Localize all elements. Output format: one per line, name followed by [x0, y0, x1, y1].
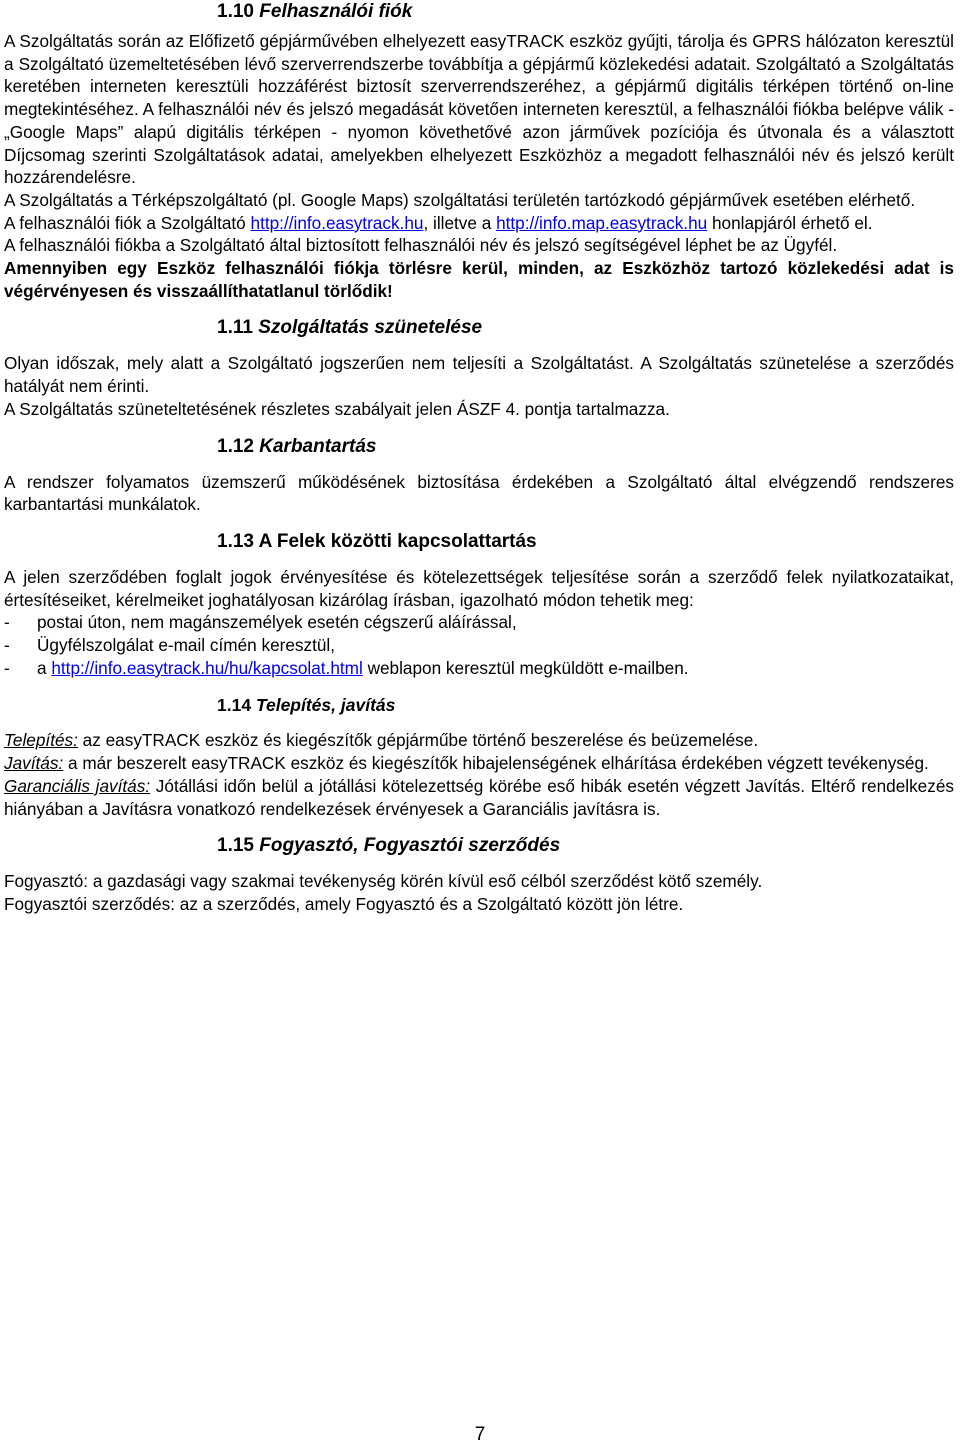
definition-text: Jótállási időn belül a jótállási kötelezettség körébe eső hibák esetén végzett Javítás. Eltérő rendelkezés hiányában a Javításra vonatkozó rendelkezések érvényesek a Garanciális javításra is.	[4, 775, 954, 819]
document-page	[4, 0, 954, 916]
paragraph: A jelen szerződében foglalt jogok érvényesítése és kötelezettségek teljesítése során a szerződő felek nyilatkozataikat, értesítéseiket, kérelmeiket joghatályosan kizárólag írásban, igazolható módon tehetik meg:	[4, 566, 954, 610]
paragraph-with-links	[4, 212, 954, 235]
paragraph: Olyan időszak, mely alatt a Szolgáltató jogszerűen nem teljesíti a Szolgáltatást. A Szolgáltatás szünetelése a szerződés hatályát nem érinti.	[4, 353, 954, 397]
paragraph: A Szolgáltatás szüneteltetésének részletes szabályait jelen ÁSZF 4. pontja tartalmazza.	[4, 398, 670, 419]
section-title: Szolgáltatás szünetelése	[258, 317, 483, 339]
definition-text: a már beszerelt easyTRACK eszköz és kiegészítők hibajelenségének elhárítása érdekében végzett tevékenység.	[63, 753, 929, 774]
text-run: , illetve a	[423, 212, 497, 233]
text-run: honlapjáról érhető el.	[707, 212, 873, 233]
section-number: 1.14	[217, 695, 252, 716]
paragraph: A felhasználói fiókba a Szolgáltató által biztosított felhasználói név és jelszó segítségével léphet be az Ügyfél.	[4, 235, 838, 256]
section-number: 1.15	[217, 835, 254, 857]
section-number: 1.12	[217, 435, 254, 457]
list-item	[4, 634, 954, 657]
list-item	[4, 611, 954, 634]
section-title: Telepítés, javítás	[255, 695, 396, 716]
list-item-text: Ügyfélszolgálat e-mail címén keresztül,	[37, 635, 336, 656]
paragraph: Fogyasztói szerződés: az a szerződés, amely Fogyasztó és a Szolgáltató között jön létre.	[4, 893, 684, 914]
definition-paragraph	[4, 729, 954, 752]
definition-text: az easyTRACK eszköz és kiegészítők gépjárműbe történő beszerelése és beüzemelése.	[77, 730, 759, 751]
definition-term: Javítás:	[4, 753, 64, 774]
section-heading-1-15	[4, 834, 954, 858]
section-title: Felhasználói fiók	[259, 1, 413, 22]
contact-page-link[interactable]: http://info.easytrack.hu/hu/kapcsolat.html	[51, 657, 363, 678]
section-number: 1.13	[217, 530, 254, 552]
paragraph: A rendszer folyamatos üzemszerű működésének biztosítása érdekében a Szolgáltató által elvégzendő rendszeres karbantartási munkálatok.	[4, 471, 954, 515]
info-easytrack-link[interactable]: http://info.easytrack.hu	[250, 212, 424, 233]
definition-term: Garanciális javítás:	[4, 775, 151, 796]
info-map-easytrack-link[interactable]: http://info.map.easytrack.hu	[496, 212, 708, 233]
page-number: 7	[474, 1424, 486, 1445]
definition-paragraph	[4, 752, 954, 775]
section-title: Karbantartás	[259, 435, 377, 457]
list-dash: -	[4, 612, 10, 633]
section-heading-1-12	[4, 435, 954, 459]
section-title: A Felek közötti kapcsolattartás	[258, 530, 537, 552]
list-dash: -	[4, 657, 10, 678]
section-heading-1-14	[4, 693, 954, 717]
section-number: 1.11	[217, 317, 253, 339]
paragraph: Fogyasztó: a gazdasági vagy szakmai tevékenység körén kívül eső célból szerződést kötő személy.	[4, 871, 763, 892]
list-item-text: postai úton, nem magánszemélyek esetén cégszerű aláírással,	[37, 612, 517, 633]
definition-term: Telepítés:	[4, 730, 78, 751]
section-heading-1-13	[4, 530, 954, 554]
warning-paragraph: Amennyiben egy Eszköz felhasználói fiókja törlésre kerül, minden, az Eszközhöz tartozó közlekedési adat is végérvényesen és visszaállíthatatlanul törlődik!	[4, 258, 954, 301]
section-title: Fogyasztó, Fogyasztói szerződés	[259, 835, 561, 857]
text-run: a	[37, 657, 52, 678]
section-heading-1-10	[4, 0, 954, 24]
list-item-text	[37, 657, 689, 680]
section-heading-1-11	[4, 316, 954, 340]
text-run: A felhasználói fiók a Szolgáltató	[4, 212, 251, 233]
text-run: weblapon keresztül megküldött e-mailben.	[362, 657, 689, 678]
definition-paragraph	[4, 775, 954, 820]
list-dash: -	[4, 635, 10, 656]
list-item	[4, 657, 954, 680]
paragraph: A Szolgáltatás a Térképszolgáltató (pl. Google Maps) szolgáltatási területén tartózkodó gépjárművek esetében elérhető.	[4, 189, 916, 210]
paragraph: A Szolgáltatás során az Előfizető gépjárművében elhelyezett easyTRACK eszköz gyűjti, tárolja és GPRS hálózaton keresztül a Szolgáltató üzemeltetésében lévő szerverrendszerbe továbbítja a gépjármű közlekedési adatait. Szolgáltató a Szolgáltatás keretében interneten keresztüli hozzáférést biztosít szerverrendszeréhez, a gépjármű digitális térképen történő on-line megtekintéséhez. A felhasználói név és jelszó megadását követően interneten keresztül, a felhasználói fiókba belépve válik - „Google Maps” alapú digitális térképen - nyomon követhetővé azon járművek pozíciója és útvonala és a választott Díjcsomag szerinti Szolgáltatások adatai, amelyekben elhelyezett Eszközhöz a megadott felhasználói név és jelszó került hozzárendelésre.	[4, 31, 954, 188]
section-number: 1.10	[217, 1, 254, 22]
